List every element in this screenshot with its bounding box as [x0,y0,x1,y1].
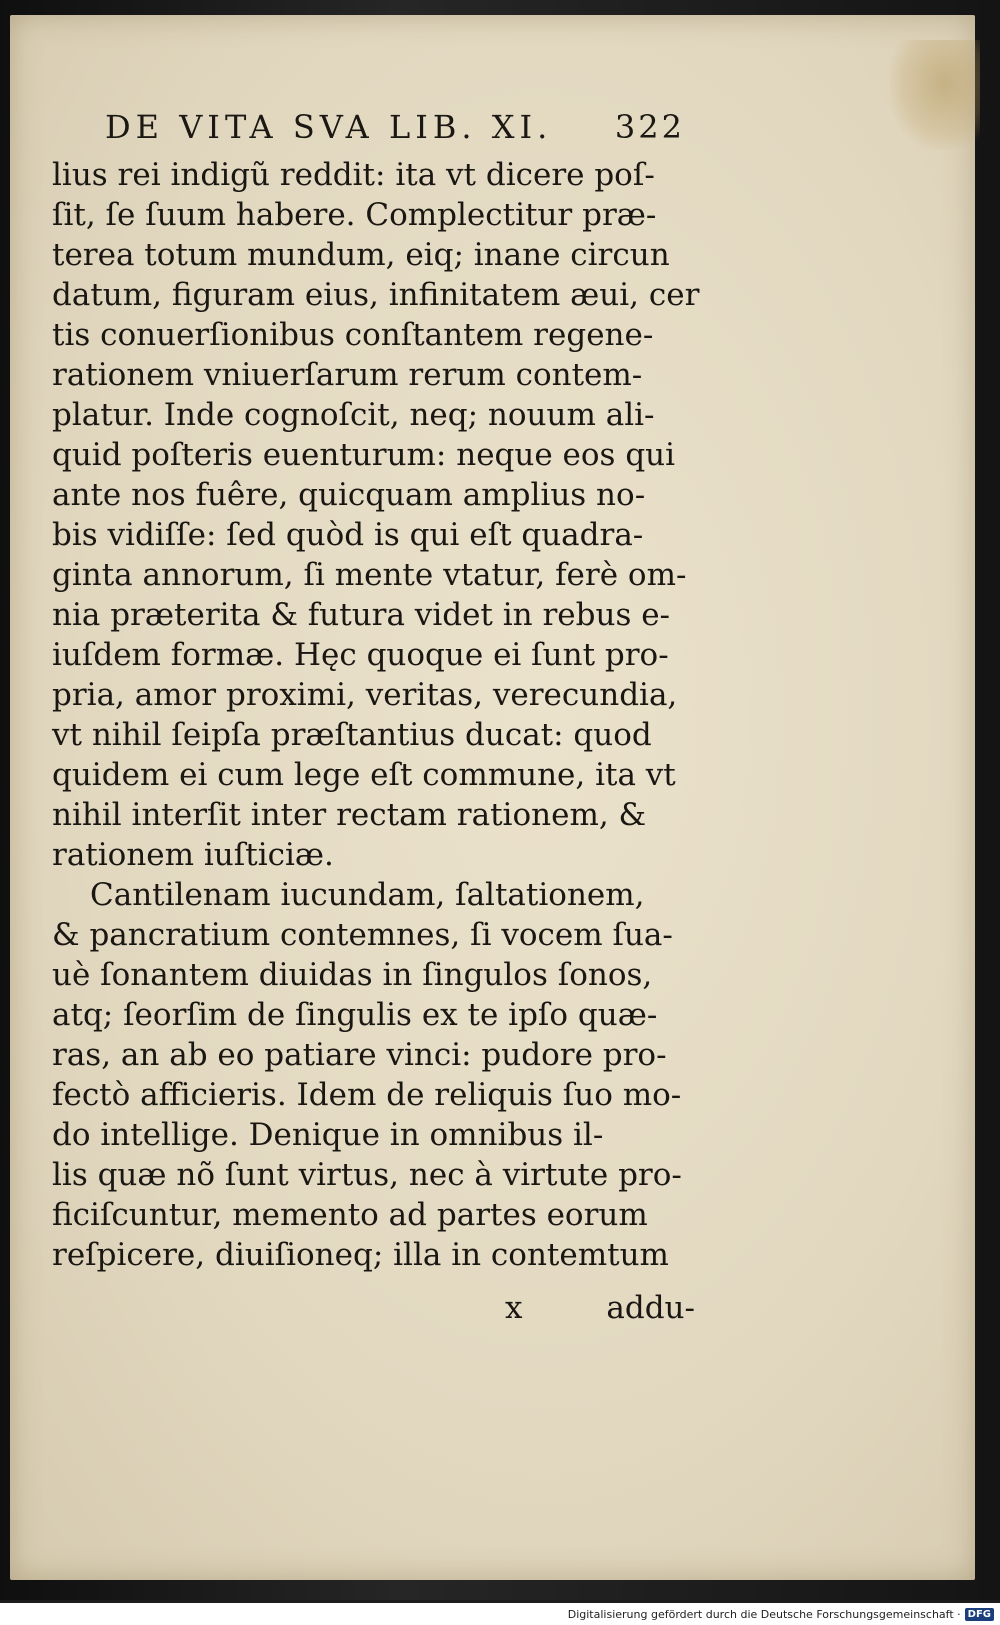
text-line: ficiſcuntur, memento ad partes eorum [52,1197,648,1233]
page-number: 322 [614,108,685,146]
text-line: quid poſteris euenturum: neque eos qui [52,437,676,473]
text-line: datum, figuram eius, infinitatem æui, cer [52,277,700,313]
text-line: do intellige. Denique in omnibus il- [52,1117,604,1153]
text-line: quidem ei cum lege eſt commune, ita vt [52,757,676,793]
text-line: nihil interſit inter rectam rationem, & [52,797,647,833]
running-header [105,108,685,146]
body-text [52,155,700,1275]
text-line: platur. Inde cognoſcit, neq; nouum ali- [52,397,655,433]
text-line: lis quæ nõ ſunt virtus, nec à virtute pro- [52,1157,682,1193]
text-line: terea totum mundum, eiq; inane circun [52,237,670,273]
text-line: reſpicere, diuiſioneq; illa in contemtum [52,1237,669,1273]
text-line: uè ſonantem diuidas in ſingulos ſonos, [52,957,653,993]
text-line: iuſdem formæ. Hęc quoque ei ſunt pro- [52,637,669,673]
running-title: DE VITA SVA LIB. XI. [105,108,553,146]
water-stain [890,40,980,150]
text-line: vt nihil ſeipſa præſtantius ducat: quod [52,717,652,753]
text-line: atq; ſeorſim de ſingulis ex te ipſo quæ- [52,997,658,1033]
text-line: bis vidiſſe: ſed quòd is qui eſt quadra- [52,517,644,553]
catchword-line [505,1290,695,1326]
catchword: addu- [606,1290,695,1326]
signature-mark: x [505,1290,523,1326]
text-line: pria, amor proximi, veritas, verecundia, [52,677,678,713]
text-line: fectò afficieris. Idem de reliquis ſuo mo- [52,1077,682,1113]
text-line: ſit, ſe ſuum habere. Complectitur præ- [52,197,657,233]
text-line: ginta annorum, ſi mente vtatur, ferè om- [52,557,687,593]
text-line: nia præterita & futura videt in rebus e- [52,597,671,633]
digitization-footer [0,1603,1000,1625]
text-line: ras, an ab eo patiare vinci: pudore pro- [52,1037,667,1073]
text-line: tis conuerſionibus conſtantem regene- [52,317,654,353]
paragraph-start-line: Cantilenam iucundam, ſaltationem, [90,877,645,913]
dfg-logo-icon: DFG [965,1608,994,1621]
text-line: rationem iuſticiæ. [52,837,334,873]
text-line: ante nos fuêre, quicquam amplius no- [52,477,646,513]
text-line: rationem vniuerſarum rerum contem- [52,357,643,393]
funding-credit: Digitalisierung gefördert durch die Deutsche Forschungsgemeinschaft · [567,1607,961,1621]
text-line: lius rei indigũ reddit: ita vt dicere poſ- [52,157,655,193]
text-line: & pancratium contemnes, ſi vocem ſua- [52,917,673,953]
